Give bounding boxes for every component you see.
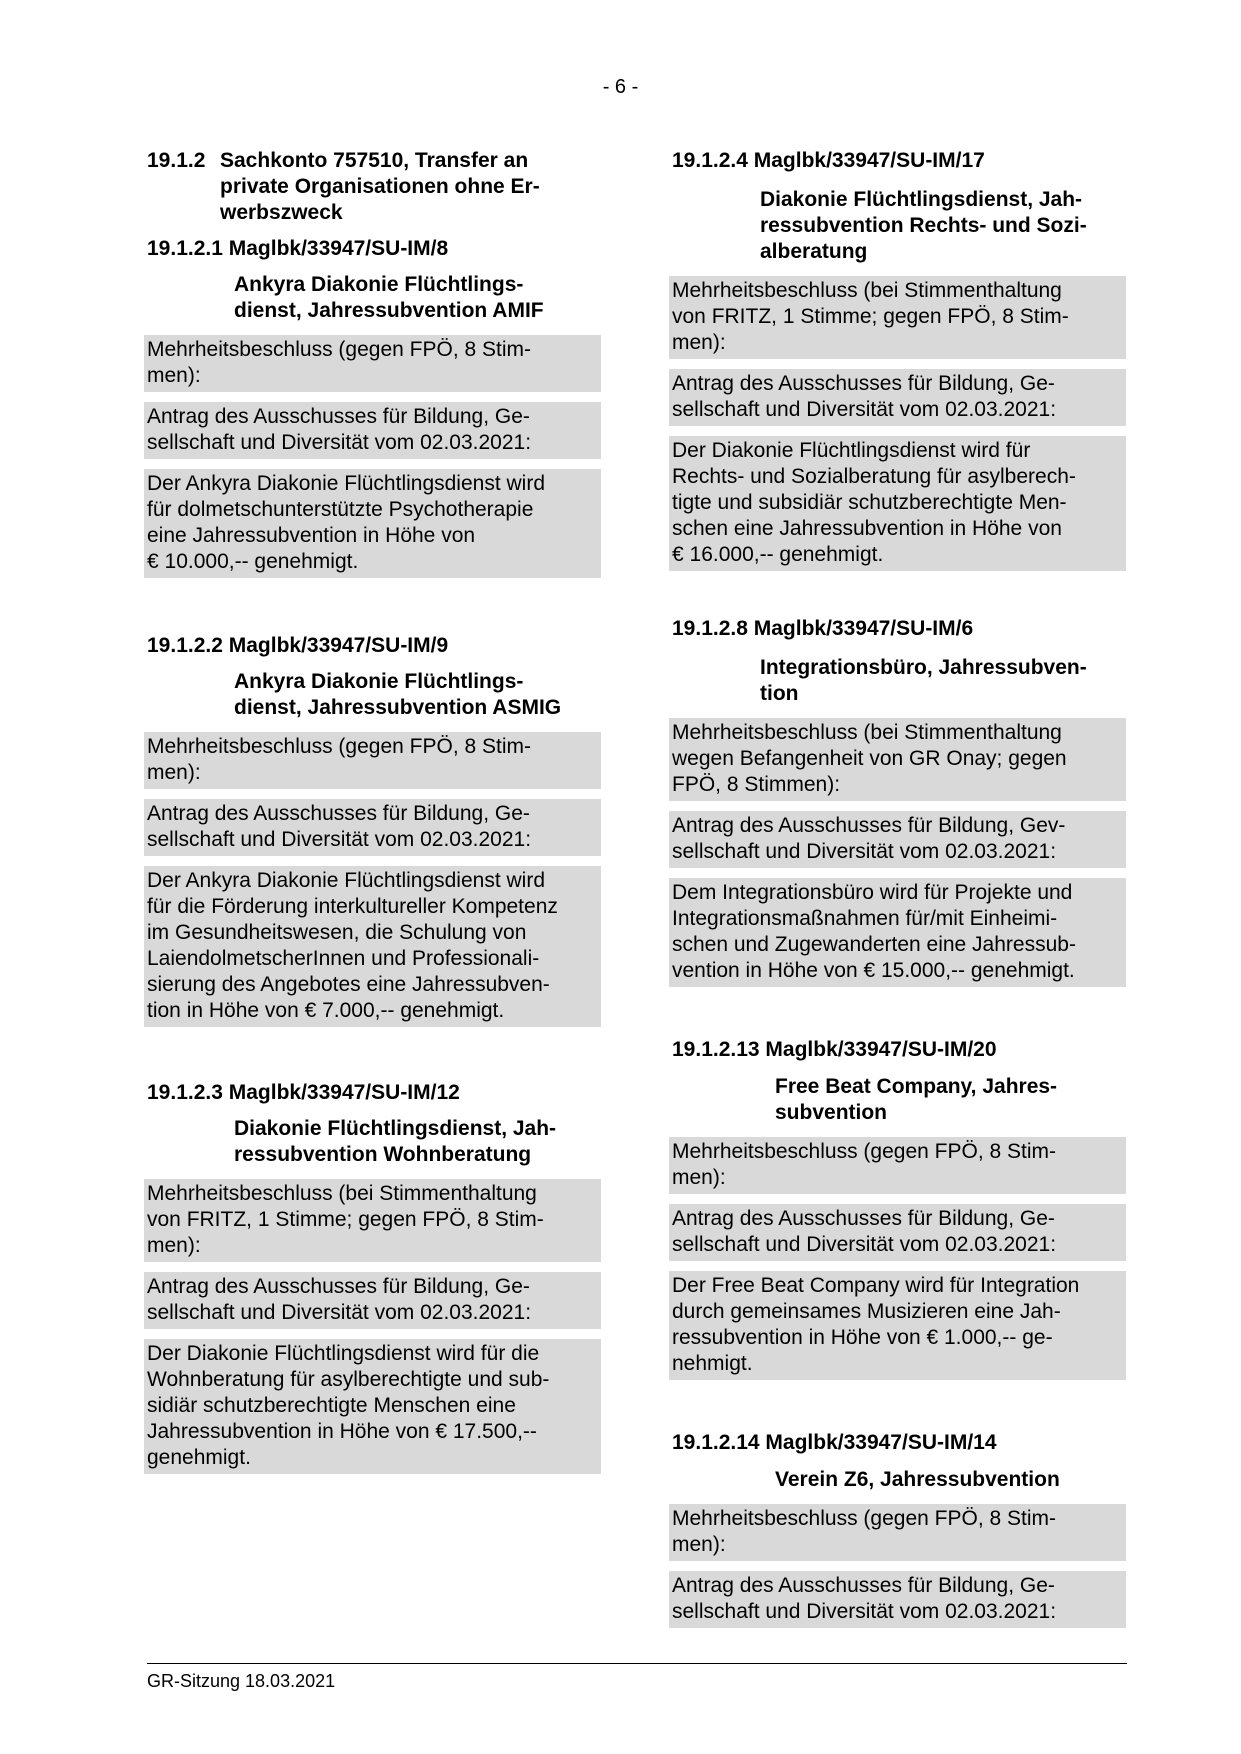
item-title-line: Diakonie Flüchtlingsdienst, Jah- — [760, 188, 1083, 211]
item-title-line: dienst, Jahressubvention ASMIG — [234, 696, 562, 719]
item-heading: 19.1.2.1 Maglbk/33947/SU-IM/8 — [147, 237, 449, 260]
body-box — [669, 1271, 1126, 1380]
text-line: Mehrheitsbeschluss (bei Stimmenthaltung — [672, 721, 1062, 744]
text-line: von FRITZ, 1 Stimme; gegen FPÖ, 8 Stim- — [672, 305, 1069, 328]
text-line: € 10.000,-- genehmigt. — [147, 550, 359, 573]
text-line: Antrag des Ausschusses für Bildung, Ge- — [672, 1207, 1055, 1230]
text-line: eine Jahressubvention in Höhe von — [147, 524, 476, 547]
text-line: men): — [147, 364, 201, 387]
text-line: Wohnberatung für asylberechtigte und sub- — [147, 1368, 550, 1391]
text-line: durch gemeinsames Musizieren eine Jah- — [672, 1300, 1061, 1323]
motion-box — [669, 1204, 1126, 1261]
text-line: Der Ankyra Diakonie Flüchtlingsdienst wird — [147, 472, 546, 495]
text-line: Mehrheitsbeschluss (gegen FPÖ, 8 Stim- — [672, 1140, 1056, 1163]
text-line: tion in Höhe von € 7.000,-- genehmigt. — [147, 999, 505, 1022]
item-title — [672, 1467, 1126, 1493]
text-line: men): — [672, 1166, 726, 1189]
text-line: sidiär schutzberechtigte Menschen eine — [147, 1394, 516, 1417]
text-line: sellschaft und Diversität vom 02.03.2021: — [672, 840, 1057, 863]
section-heading — [147, 148, 601, 226]
text-line: men): — [147, 1234, 201, 1257]
item-heading: 19.1.2.14 Maglbk/33947/SU-IM/14 — [672, 1431, 997, 1454]
text-line: Der Diakonie Flüchtlingsdienst wird für — [672, 439, 1031, 462]
text-line: Der Ankyra Diakonie Flüchtlingsdienst wird — [147, 869, 546, 892]
text-line: sellschaft und Diversität vom 02.03.2021: — [147, 1301, 532, 1324]
item-title-line: dienst, Jahressubvention AMIF — [234, 299, 544, 322]
item-title-line: Integrationsbüro, Jahressubven- — [760, 656, 1087, 679]
text-line: sierung des Angebotes eine Jahressubven- — [147, 973, 550, 996]
text-line: Rechts- und Sozialberatung für asylberech- — [672, 465, 1076, 488]
motion-box — [144, 402, 601, 459]
text-line: Mehrheitsbeschluss (bei Stimmenthaltung — [672, 279, 1062, 302]
decision-box — [669, 1504, 1126, 1561]
item-title — [147, 272, 601, 324]
motion-box — [144, 799, 601, 856]
text-line: Antrag des Ausschusses für Bildung, Ge- — [672, 372, 1055, 395]
decision-box — [669, 276, 1126, 359]
text-line: Antrag des Ausschusses für Bildung, Ge- — [147, 405, 530, 428]
text-line: Mehrheitsbeschluss (bei Stimmenthaltung — [147, 1182, 537, 1205]
item-block — [672, 1430, 1126, 1628]
item-heading: 19.1.2.8 Maglbk/33947/SU-IM/6 — [672, 617, 974, 640]
body-box — [669, 436, 1126, 571]
footer-divider — [147, 1663, 1127, 1664]
text-line: FPÖ, 8 Stimmen): — [672, 773, 841, 796]
decision-box — [144, 732, 601, 789]
section-number: 19.1.2 — [147, 149, 206, 172]
item-title-line: Verein Z6, Jahressubvention — [775, 1468, 1060, 1491]
motion-box — [669, 1571, 1126, 1628]
text-line: genehmigt. — [147, 1446, 251, 1469]
text-line: sellschaft und Diversität vom 02.03.2021: — [672, 1600, 1057, 1623]
text-line: € 16.000,-- genehmigt. — [672, 543, 884, 566]
text-line: Der Free Beat Company wird für Integration — [672, 1274, 1080, 1297]
text-line: men): — [672, 331, 726, 354]
item-block — [672, 616, 1126, 987]
text-line: schen und Zugewanderten eine Jahressub- — [672, 933, 1076, 956]
section-title-line: werbszweck — [220, 201, 343, 224]
item-heading: 19.1.2.2 Maglbk/33947/SU-IM/9 — [147, 634, 449, 657]
item-title-line: Diakonie Flüchtlingsdienst, Jah- — [234, 1117, 557, 1140]
text-line: sellschaft und Diversität vom 02.03.2021: — [672, 398, 1057, 421]
footer-text: GR-Sitzung 18.03.2021 — [147, 1671, 336, 1691]
text-line: Mehrheitsbeschluss (gegen FPÖ, 8 Stim- — [147, 735, 531, 758]
item-heading: 19.1.2.4 Maglbk/33947/SU-IM/17 — [672, 149, 985, 172]
text-line: Antrag des Ausschusses für Bildung, Ge- — [147, 802, 530, 825]
page-number: - 6 - — [602, 76, 639, 98]
item-block — [672, 1037, 1126, 1380]
text-line: sellschaft und Diversität vom 02.03.2021: — [672, 1233, 1057, 1256]
item-title — [147, 1116, 601, 1168]
item-title-line: tion — [760, 682, 799, 705]
text-line: men): — [147, 761, 201, 784]
text-line: Mehrheitsbeschluss (gegen FPÖ, 8 Stim- — [147, 338, 531, 361]
decision-box — [144, 335, 601, 392]
text-line: nehmigt. — [672, 1352, 753, 1375]
item-heading: 19.1.2.3 Maglbk/33947/SU-IM/12 — [147, 1081, 460, 1104]
section-title-line: Sachkonto 757510, Transfer an — [220, 149, 529, 172]
decision-box — [144, 1179, 601, 1262]
text-line: sellschaft und Diversität vom 02.03.2021: — [147, 431, 532, 454]
motion-box — [669, 369, 1126, 426]
text-line: Jahressubvention in Höhe von € 17.500,-- — [147, 1420, 537, 1443]
right-column — [672, 148, 1126, 1628]
text-line: wegen Befangenheit von GR Onay; gegen — [672, 747, 1067, 770]
text-line: Antrag des Ausschusses für Bildung, Gev- — [672, 814, 1066, 837]
item-title-line: ressubvention Wohnberatung — [234, 1143, 532, 1166]
item-block — [147, 236, 601, 578]
item-title-line: subvention — [775, 1101, 888, 1124]
text-line: Integrationsmaßnahmen für/mit Einheimi- — [672, 907, 1058, 930]
text-line: Antrag des Ausschusses für Bildung, Ge- — [672, 1574, 1055, 1597]
body-box — [669, 878, 1126, 987]
item-title — [672, 655, 1126, 707]
item-title — [672, 187, 1126, 265]
motion-box — [669, 811, 1126, 868]
text-line: Der Diakonie Flüchtlingsdienst wird für die — [147, 1342, 540, 1365]
item-block — [147, 633, 601, 1027]
section-title — [220, 148, 601, 226]
item-title-line: ressubvention Rechts- und Sozi- — [760, 214, 1087, 237]
item-title-line: alberatung — [760, 240, 868, 263]
item-title-line: Ankyra Diakonie Flüchtlings- — [234, 273, 524, 296]
text-line: vention in Höhe von € 15.000,-- genehmigt. — [672, 959, 1075, 982]
motion-box — [144, 1272, 601, 1329]
item-block — [672, 148, 1126, 571]
item-title — [672, 1074, 1126, 1126]
left-column — [147, 148, 601, 1474]
decision-box — [669, 718, 1126, 801]
text-line: für dolmetschunterstützte Psychotherapie — [147, 498, 534, 521]
text-line: men): — [672, 1533, 726, 1556]
text-line: schen eine Jahressubvention in Höhe von — [672, 517, 1062, 540]
item-title-line: Free Beat Company, Jahres- — [775, 1075, 1058, 1098]
item-block — [147, 1080, 601, 1474]
body-box — [144, 469, 601, 578]
text-line: Antrag des Ausschusses für Bildung, Ge- — [147, 1275, 530, 1298]
text-line: Dem Integrationsbüro wird für Projekte und — [672, 881, 1073, 904]
item-title-line: Ankyra Diakonie Flüchtlings- — [234, 670, 524, 693]
item-title — [147, 669, 601, 721]
text-line: LaiendolmetscherInnen und Professionali- — [147, 947, 540, 970]
text-line: für die Förderung interkultureller Kompetenz — [147, 895, 558, 918]
body-box — [144, 866, 601, 1027]
section-title-line: private Organisationen ohne Er- — [220, 175, 540, 198]
text-line: tigte und subsidiär schutzberechtigte Men- — [672, 491, 1067, 514]
item-heading: 19.1.2.13 Maglbk/33947/SU-IM/20 — [672, 1038, 997, 1061]
text-line: sellschaft und Diversität vom 02.03.2021: — [147, 828, 532, 851]
text-line: Mehrheitsbeschluss (gegen FPÖ, 8 Stim- — [672, 1507, 1056, 1530]
decision-box — [669, 1137, 1126, 1194]
body-box — [144, 1339, 601, 1474]
text-line: im Gesundheitswesen, die Schulung von — [147, 921, 527, 944]
text-line: ressubvention in Höhe von € 1.000,-- ge- — [672, 1326, 1053, 1349]
text-line: von FRITZ, 1 Stimme; gegen FPÖ, 8 Stim- — [147, 1208, 544, 1231]
